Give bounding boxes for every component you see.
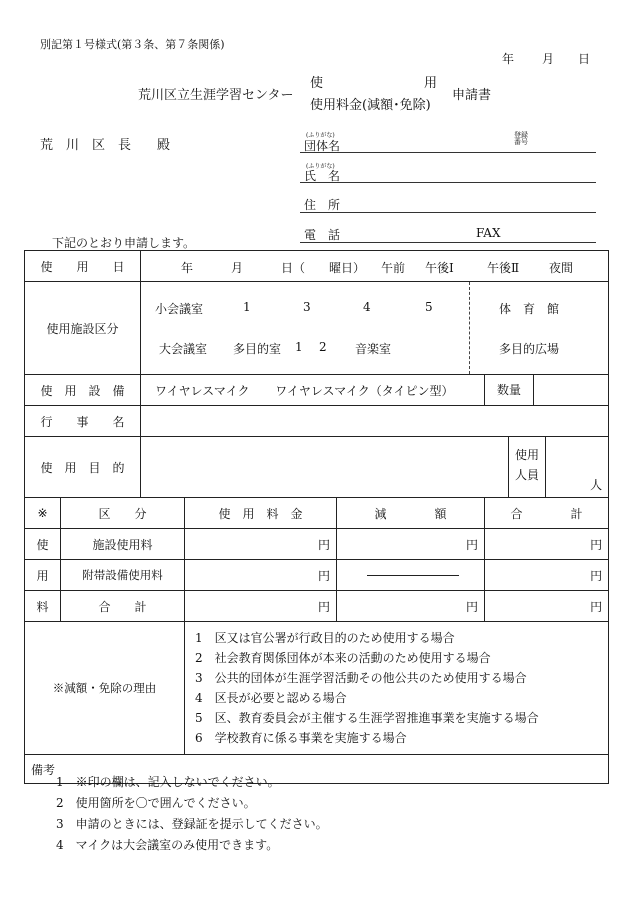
phone-label: 電 話 bbox=[304, 228, 341, 242]
row-purpose bbox=[25, 437, 609, 498]
equipment-options bbox=[141, 375, 485, 406]
col-reduction: 減 額 bbox=[337, 498, 485, 529]
purpose-field[interactable] bbox=[141, 437, 509, 498]
reason-list bbox=[185, 622, 609, 755]
facility-total-field[interactable]: 円 bbox=[485, 529, 609, 560]
fax-label: FAX bbox=[476, 226, 501, 240]
reason-1[interactable]: 1 区又は官公署が行政目的のため使用する場合 bbox=[195, 631, 455, 645]
header-date-month: 月 bbox=[542, 52, 555, 66]
note-3: 3 申請のときには、登録証を提示してください。 bbox=[56, 817, 328, 831]
facility-label: 使用施設区分 bbox=[25, 282, 141, 375]
grand-total-field[interactable]: 円 bbox=[485, 591, 609, 622]
col-total: 合 計 bbox=[485, 498, 609, 529]
group-field[interactable] bbox=[300, 152, 596, 153]
large-room[interactable]: 大会議室 bbox=[159, 342, 208, 356]
furigana-name: (ふりがな) bbox=[306, 163, 335, 170]
title-use-left: 使 bbox=[310, 76, 324, 91]
fee-mark: ※ bbox=[25, 498, 61, 529]
facility-reduction-field[interactable]: 円 bbox=[337, 529, 485, 560]
equipment-label: 使 用 設 備 bbox=[25, 375, 141, 406]
multi-room[interactable]: 多目的室 bbox=[233, 342, 282, 356]
people-unit: 人 bbox=[590, 478, 603, 492]
row-reasons bbox=[25, 622, 609, 755]
equipment-reduction-na bbox=[337, 560, 485, 591]
slot-pm2[interactable]: 午後Ⅱ bbox=[487, 261, 520, 275]
date-month: 月 bbox=[231, 261, 244, 275]
furigana-group: (ふりがな) bbox=[306, 132, 335, 139]
header-date-day: 日 bbox=[578, 52, 591, 66]
fee-side-1: 使 bbox=[25, 529, 61, 560]
multi-square[interactable]: 多目的広場 bbox=[499, 342, 560, 356]
mic-pin[interactable]: ワイヤレスマイク（タイピン型） bbox=[275, 383, 454, 398]
multi-room-1[interactable]: 1 bbox=[295, 340, 303, 354]
equipment-total-field[interactable]: 円 bbox=[485, 560, 609, 591]
quantity-field[interactable] bbox=[534, 375, 608, 405]
row-fee-equipment bbox=[25, 560, 609, 591]
row-fee-header bbox=[25, 498, 609, 529]
slot-night[interactable]: 夜間 bbox=[549, 261, 574, 275]
name-field[interactable] bbox=[300, 182, 596, 183]
purpose-label: 使 用 目 的 bbox=[25, 437, 141, 498]
mic-wireless[interactable]: ワイヤレスマイク bbox=[155, 383, 250, 398]
reason-label: ※減額・免除の理由 bbox=[25, 622, 185, 755]
group-label: 団体名 bbox=[304, 139, 341, 153]
reason-2[interactable]: 2 社会教育関係団体が本来の活動のため使用する場合 bbox=[195, 651, 491, 665]
col-fee: 使 用 料 金 bbox=[185, 498, 337, 529]
address-field[interactable] bbox=[300, 212, 596, 213]
row-event bbox=[25, 406, 609, 437]
name-label: 氏 名 bbox=[304, 169, 341, 183]
center-name: 荒川区立生涯学習センター bbox=[138, 88, 294, 103]
slot-am[interactable]: 午前 bbox=[381, 261, 406, 275]
reg-number-label: 登録 番号 bbox=[514, 131, 528, 146]
col-category: 区 分 bbox=[61, 498, 185, 529]
total-reduction-field[interactable]: 円 bbox=[337, 591, 485, 622]
row-equipment-fee-label: 附帯設備使用料 bbox=[61, 560, 185, 591]
facility-fee-field[interactable]: 円 bbox=[185, 529, 337, 560]
note-4: 4 マイクは大会議室のみ使用できます。 bbox=[56, 838, 279, 852]
date-day: 日（ bbox=[281, 261, 306, 275]
title-suffix: 申請書 bbox=[452, 88, 492, 103]
people-label: 使用 人員 bbox=[509, 437, 546, 497]
reason-3[interactable]: 3 公共的団体が生涯学習活動その他公共のため使用する場合 bbox=[195, 671, 527, 685]
date-weekday: 曜日） bbox=[329, 261, 366, 275]
intro-text: 下記のとおり申請します。 bbox=[52, 236, 196, 250]
addressee: 荒 川 区 長 殿 bbox=[40, 138, 171, 153]
title-use-right: 用 bbox=[424, 76, 438, 91]
row-fee-facility bbox=[25, 529, 609, 560]
music-room[interactable]: 音楽室 bbox=[355, 342, 392, 356]
fee-side-3: 料 bbox=[25, 591, 61, 622]
row-equipment bbox=[25, 375, 609, 406]
fee-side-2: 用 bbox=[25, 560, 61, 591]
total-fee-field[interactable]: 円 bbox=[185, 591, 337, 622]
notes bbox=[56, 772, 328, 856]
facility-divider bbox=[469, 282, 470, 374]
use-date-field[interactable] bbox=[141, 251, 609, 282]
application-table bbox=[24, 250, 609, 784]
remarks-label: 備考 bbox=[31, 762, 56, 777]
reason-5[interactable]: 5 区、教育委員会が主催する生涯学習推進事業を実施する場合 bbox=[195, 711, 539, 725]
small-room-4[interactable]: 4 bbox=[363, 300, 371, 314]
row-total-label: 合 計 bbox=[61, 591, 185, 622]
slot-pm1[interactable]: 午後Ⅰ bbox=[425, 261, 454, 275]
reason-6[interactable]: 6 学校教育に係る事業を実施する場合 bbox=[195, 731, 407, 745]
small-room[interactable]: 小会議室 bbox=[155, 302, 204, 316]
use-date-label: 使 用 日 bbox=[25, 251, 141, 282]
people-cell[interactable] bbox=[509, 437, 609, 498]
form-number: 別記第１号様式(第３条、第７条関係) bbox=[40, 38, 225, 51]
event-field[interactable] bbox=[141, 406, 609, 437]
small-room-5[interactable]: 5 bbox=[425, 300, 433, 314]
quantity-label: 数量 bbox=[485, 375, 534, 405]
row-facility bbox=[25, 282, 609, 375]
equipment-fee-field[interactable]: 円 bbox=[185, 560, 337, 591]
note-1: 1 ※印の欄は、記入しないでください。 bbox=[56, 775, 280, 789]
people-field[interactable] bbox=[546, 437, 608, 497]
address-label: 住 所 bbox=[304, 198, 341, 212]
title-fee: 使用料金(減額･免除) bbox=[310, 98, 431, 113]
small-room-3[interactable]: 3 bbox=[303, 300, 311, 314]
row-use-date bbox=[25, 251, 609, 282]
phone-field[interactable] bbox=[300, 242, 596, 243]
header-date-year: 年 bbox=[502, 52, 515, 66]
multi-room-2[interactable]: 2 bbox=[319, 340, 327, 354]
gym[interactable]: 体 育 館 bbox=[499, 302, 560, 316]
small-room-1[interactable]: 1 bbox=[243, 300, 251, 314]
facility-options bbox=[141, 282, 609, 375]
event-label: 行 事 名 bbox=[25, 406, 141, 437]
reason-4[interactable]: 4 区長が必要と認める場合 bbox=[195, 691, 347, 705]
note-2: 2 使用箇所を〇で囲んでください。 bbox=[56, 796, 256, 810]
date-year: 年 bbox=[181, 261, 194, 275]
row-facility-fee-label: 施設使用料 bbox=[61, 529, 185, 560]
quantity-cell[interactable] bbox=[485, 375, 609, 406]
row-fee-total bbox=[25, 591, 609, 622]
